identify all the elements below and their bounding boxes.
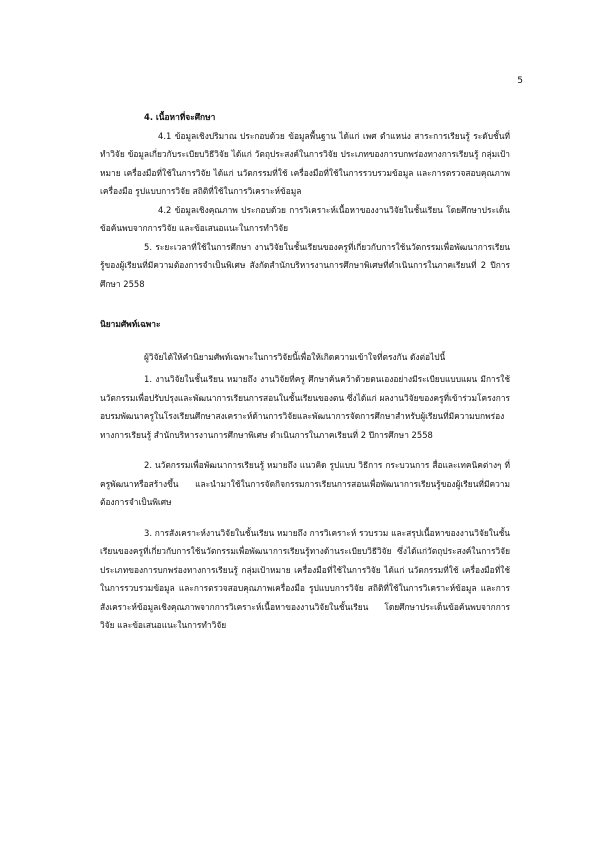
definitions-intro: ผู้วิจัยได้ให้คำนิยามศัพท์เฉพาะในการวิจัยนี้เพื่อให้เกิดความเข้าใจที่ตรงกัน ดังต่อไปนี้ [144,351,446,362]
paragraph-4-2: 4.2 ข้อมูลเชิงคุณภาพ ประกอบด้วย การวิเคราะห์เนื้อหาของงานวิจัยในชั้นเรียน โดยศึกษาประเด็นข้อค้นพบจากการวิจัย และข้อเสนอแนะในการทำวิจัย [100,204,510,233]
page-number: 5 [517,76,523,86]
definition-2: 2. นวัตกรรมเพื่อพัฒนาการเรียนรู้ หมายถึง แนวคิด รูปแบบ วิธีการ กระบวนการ สื่อและเทคนิคต่างๆ ที่ครูพัฒนาหรือสร้างขึ้น และนำมาใช้ในการจัดกิจกรรมการเรียนการสอนเพื่อพัฒนาการเรียนรู้ของผู้เรียนที่มีความต้องการจำเป็นพิเศษ [100,460,510,507]
section-4-heading: 4. เนื้อหาที่จะศึกษา [144,112,216,122]
document-body [100,108,510,635]
definition-1: 1. งานวิจัยในชั้นเรียน หมายถึง งานวิจัยที่ครู ศึกษาค้นคว้าด้วยตนเองอย่างมีระเบียบแบบแผน มีการใช้นวัตกรรมเพื่อปรับปรุงและพัฒนาการเรียนการสอนในชั้นเรียนของตน ซึ่งได้แก่ ผลงานวิจัยของครูที่เข้าร่วมโครงการอบรมพัฒนาครูในโรงเรียนศึกษาสงเคราะห์ด้านการวิจัยและพัฒนาการจัดการศึกษาสำหรับผู้เรียนที่มีความบกพร่องทางการเรียนรู้ สำนักบริหารงานการศึกษาพิเศษ ดำเนินการในภาคเรียนที่ 2 ปีการศึกษา 2558 [100,374,510,440]
definitions-heading: นิยามศัพท์เฉพาะ [100,319,161,329]
definition-3: 3. การสังเคราะห์งานวิจัยในชั้นเรียน หมายถึง การวิเคราะห์ รวบรวม และสรุปเนื้อหาของงานวิจัยในชั้นเรียนของครูที่เกี่ยวกับการใช้นวัตกรรมเพื่อพัฒนาการเรียนรู้ทางด้านระเบียบวิธีวิจัย ซึ่งได้แก่วัตถุประสงค์ในการวิจัย ประเภทของการบกพร่องทางการเรียนรู้ กลุ่มเป้าหมาย เครื่องมือที่ใช้ในการวิจัย ได้แก่ นวัตกรรมที่ใช้ เครื่องมือที่ใช้ในการรวบรวมข้อมูล และการตรวจสอบคุณภาพเครื่องมือ รูปแบบการวิจัย สถิติที่ใช้ในการวิเคราะห์ข้อมูล และการสังเคราะห์ข้อมูลเชิงคุณภาพจากการวิเคราะห์เนื้อหาของงานวิจัยในชั้นเรียน โดยศึกษาประเด็นข้อค้นพบจากการวิจัย และข้อเสนอแนะในการทำวิจัย [100,527,510,630]
paragraph-section-5: 5. ระยะเวลาที่ใช้ในการศึกษา งานวิจัยในชั้นเรียนของครูที่เกี่ยวกับการใช้นวัตกรรมเพื่อพัฒนาการเรียนรู้ของผู้เรียนที่มีความต้องการจำเป็นพิเศษ สังกัดสำนักบริหารงานการศึกษาพิเศษที่ดำเนินการในภาคเรียนที่ 2 ปีการศึกษา 2558 [100,241,510,289]
paragraph-4-1: 4.1 ข้อมูลเชิงปริมาณ ประกอบด้วย ข้อมูลพื้นฐาน ได้แก่ เพศ ตำแหน่ง สาระการเรียนรู้ ระดับชั้นที่ทำวิจัย ข้อมูลเกี่ยวกับระเบียบวิธีวิจัย ได้แก่ วัตถุประสงค์ในการวิจัย ประเภทของการบกพร่องทางการเรียนรู้ กลุ่มเป้าหมาย เครื่องมือที่ใช้ในการวิจัย ได้แก่ นวัตกรรมที่ใช้ เครื่องมือที่ใช้ในการรวบรวมข้อมูล และการตรวจสอบคุณภาพเครื่องมือ รูปแบบการวิจัย สถิติที่ใช้ในการวิเคราะห์ข้อมูล [100,130,510,196]
